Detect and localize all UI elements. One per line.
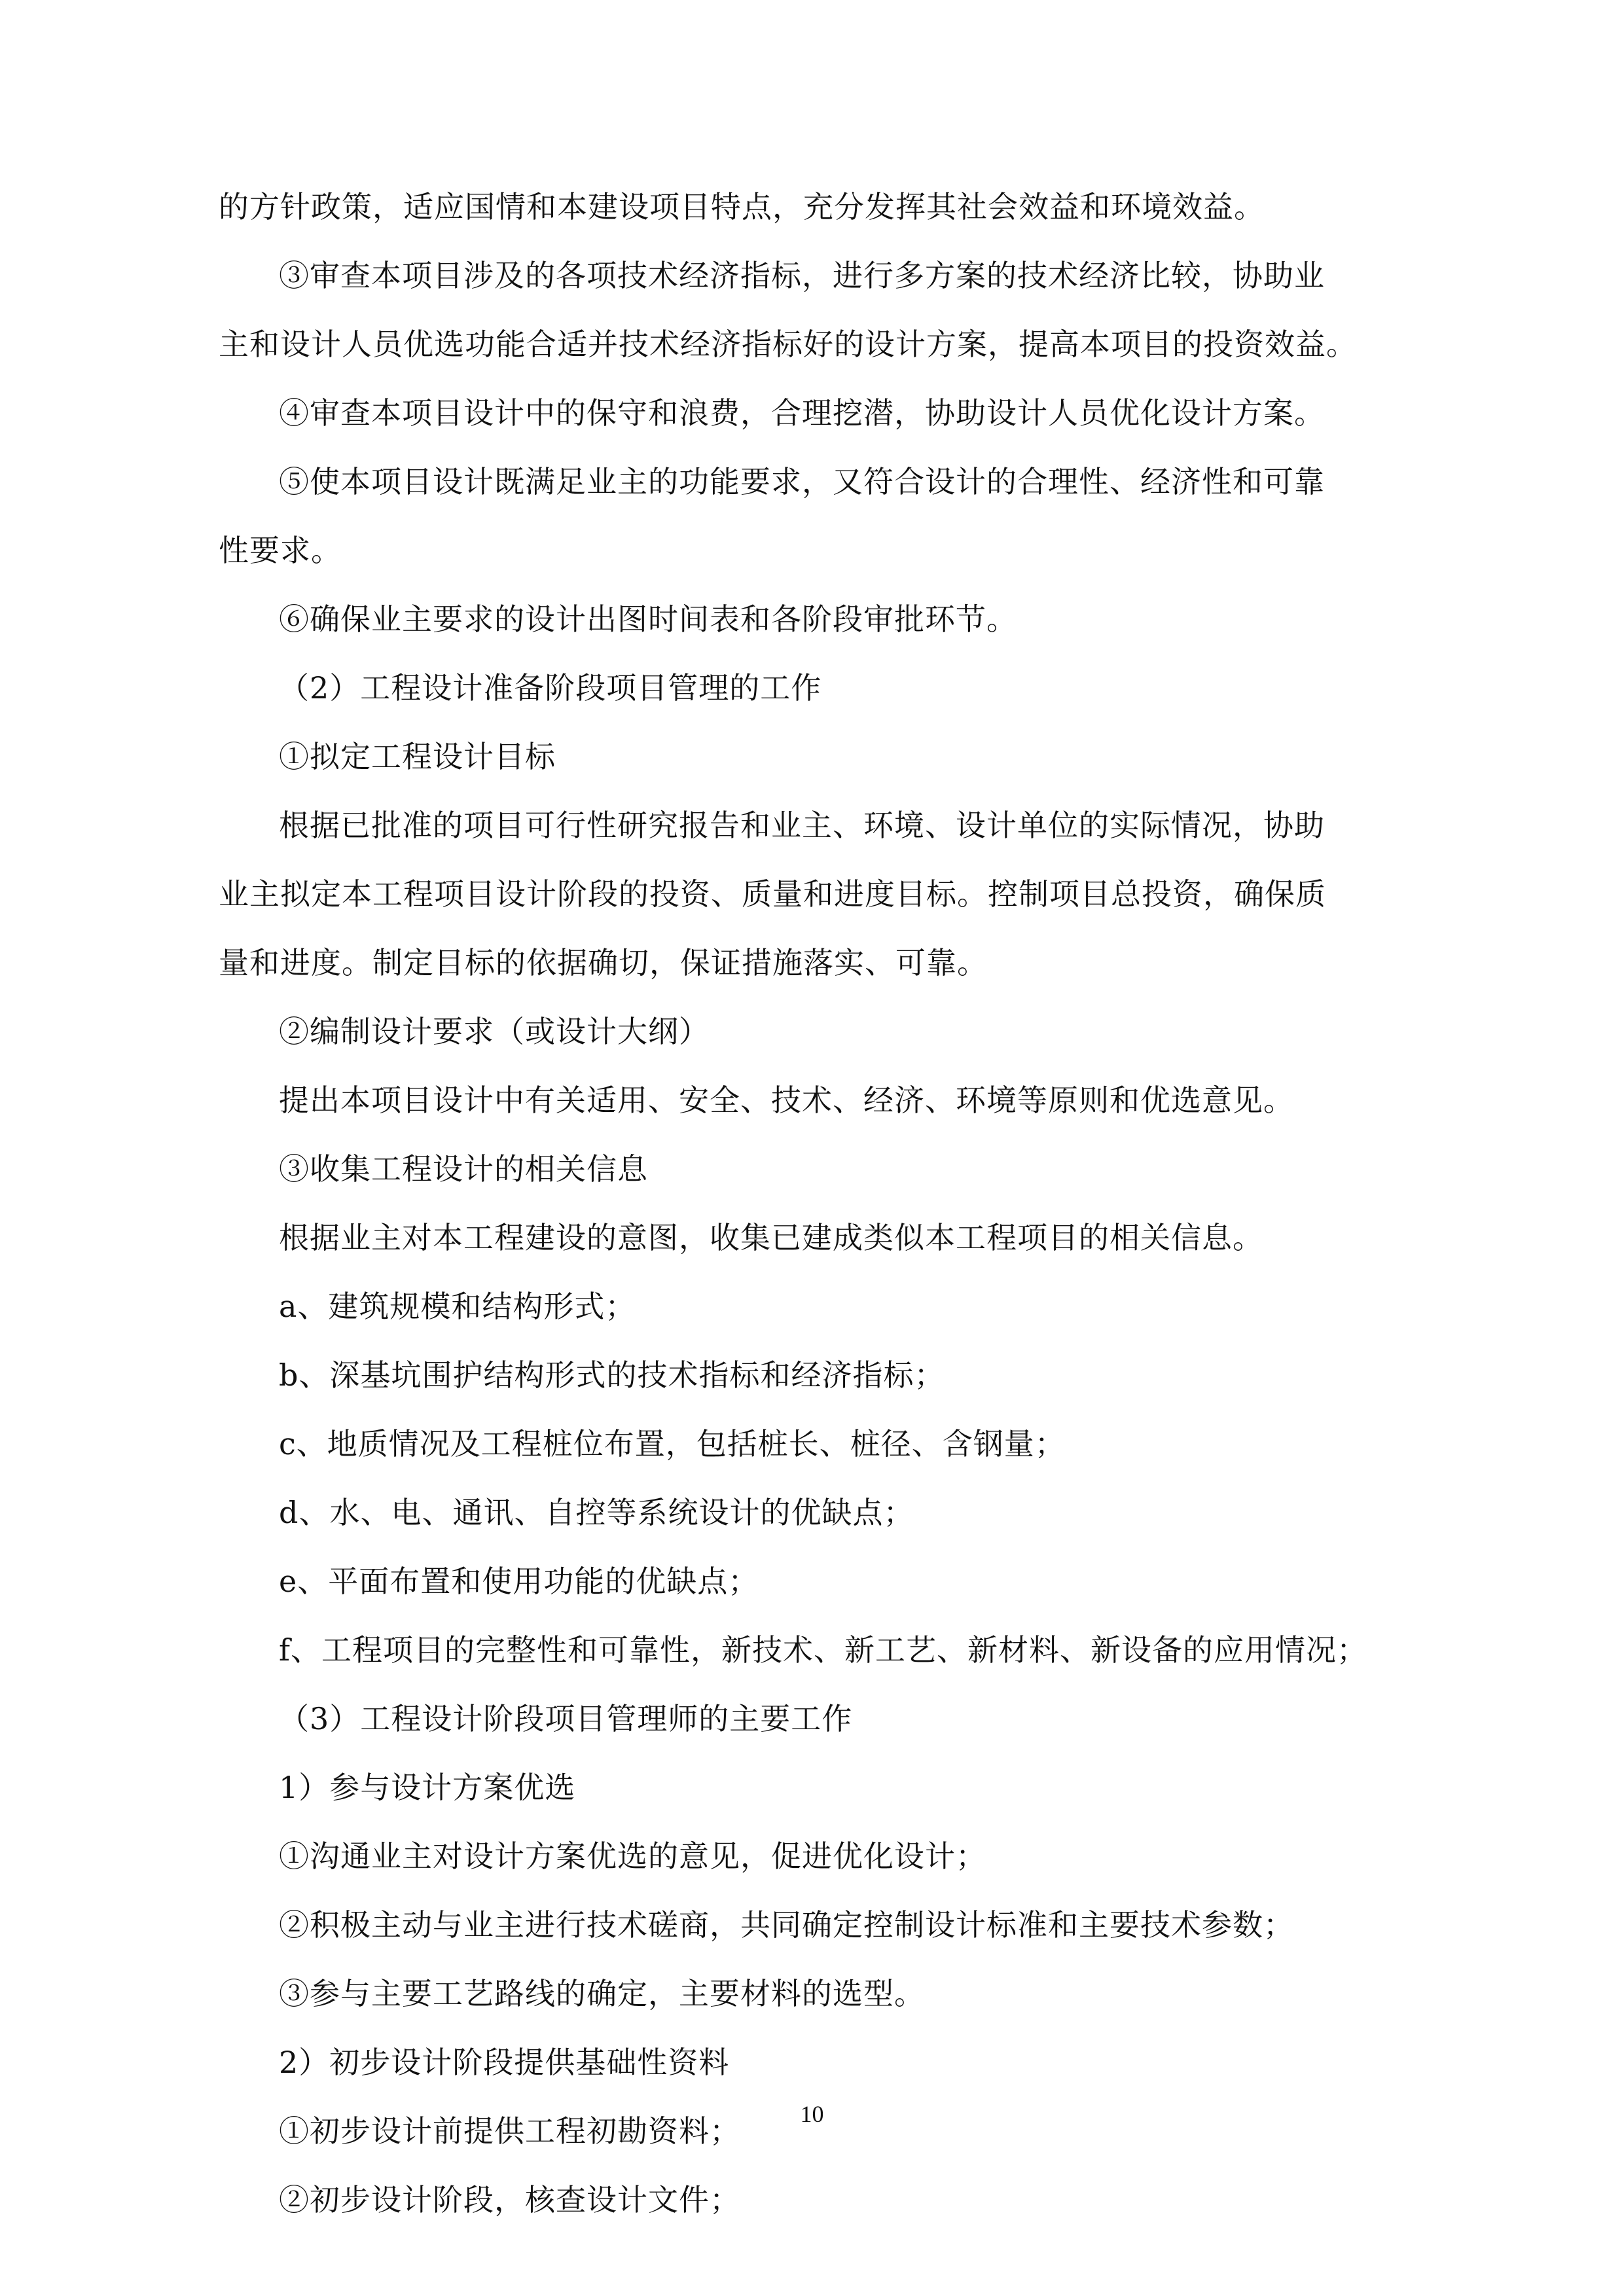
list-item: d、水、电、通讯、自控等系统设计的优缺点； bbox=[279, 1495, 914, 1530]
text-line: 1）参与设计方案优选 bbox=[279, 1770, 576, 1805]
text-line: 2）初步设计阶段提供基础性资料 bbox=[279, 2045, 730, 2080]
list-item: c、地质情况及工程桩位布置，包括桩长、桩径、含钢量； bbox=[279, 1426, 1066, 1462]
list-item: e、平面布置和使用功能的优缺点； bbox=[279, 1564, 759, 1599]
text-line: 根据业主对本工程建设的意图，收集已建成类似本工程项目的相关信息。 bbox=[279, 1220, 1263, 1255]
text-line: ⑥确保业主要求的设计出图时间表和各阶段审批环节。 bbox=[279, 601, 1017, 637]
text-line: ①初步设计前提供工程初勘资料； bbox=[279, 2113, 740, 2149]
text-line: 主和设计人员优选功能合适并技术经济指标好的设计方案，提高本项目的投资效益。 bbox=[219, 327, 1357, 362]
text-line: 提出本项目设计中有关适用、安全、技术、经济、环境等原则和优选意见。 bbox=[279, 1083, 1294, 1118]
list-item: b、深基坑围护结构形式的技术指标和经济指标； bbox=[279, 1357, 945, 1393]
text-line: ①拟定工程设计目标 bbox=[279, 739, 556, 774]
text-line: 量和进度。制定目标的依据确切，保证措施落实、可靠。 bbox=[219, 945, 988, 980]
list-item: a、建筑规模和结构形式； bbox=[279, 1289, 636, 1324]
text-line: ③收集工程设计的相关信息 bbox=[279, 1151, 648, 1187]
text-line: ③参与主要工艺路线的确定，主要材料的选型。 bbox=[279, 1976, 925, 2011]
section-heading: （2）工程设计准备阶段项目管理的工作 bbox=[279, 670, 822, 706]
text-line: ②初步设计阶段，核查设计文件； bbox=[279, 2182, 740, 2217]
page-number: 10 bbox=[800, 2101, 824, 2127]
text-line: ②积极主动与业主进行技术磋商，共同确定控制设计标准和主要技术参数； bbox=[279, 1907, 1294, 1943]
section-heading: （3）工程设计阶段项目管理师的主要工作 bbox=[279, 1701, 853, 1736]
text-line: ④审查本项目设计中的保守和浪费，合理挖潜，协助设计人员优化设计方案。 bbox=[279, 395, 1325, 431]
text-line: 性要求。 bbox=[219, 533, 342, 568]
text-line: 业主拟定本工程项目设计阶段的投资、质量和进度目标。控制项目总投资，确保质 bbox=[219, 876, 1326, 912]
text-line: ③审查本项目涉及的各项技术经济指标，进行多方案的技术经济比较，协助业 bbox=[279, 258, 1325, 293]
list-item: f、工程项目的完整性和可靠性，新技术、新工艺、新材料、新设备的应用情况； bbox=[279, 1632, 1368, 1668]
text-line: 的方针政策，适应国情和本建设项目特点，充分发挥其社会效益和环境效益。 bbox=[219, 189, 1265, 224]
text-line: ⑤使本项目设计既满足业主的功能要求，又符合设计的合理性、经济性和可靠 bbox=[279, 464, 1325, 499]
text-line: 根据已批准的项目可行性研究报告和业主、环境、设计单位的实际情况，协助 bbox=[279, 808, 1325, 843]
text-line: ①沟通业主对设计方案优选的意见，促进优化设计； bbox=[279, 1839, 986, 1874]
text-line: ②编制设计要求（或设计大纲） bbox=[279, 1014, 710, 1049]
